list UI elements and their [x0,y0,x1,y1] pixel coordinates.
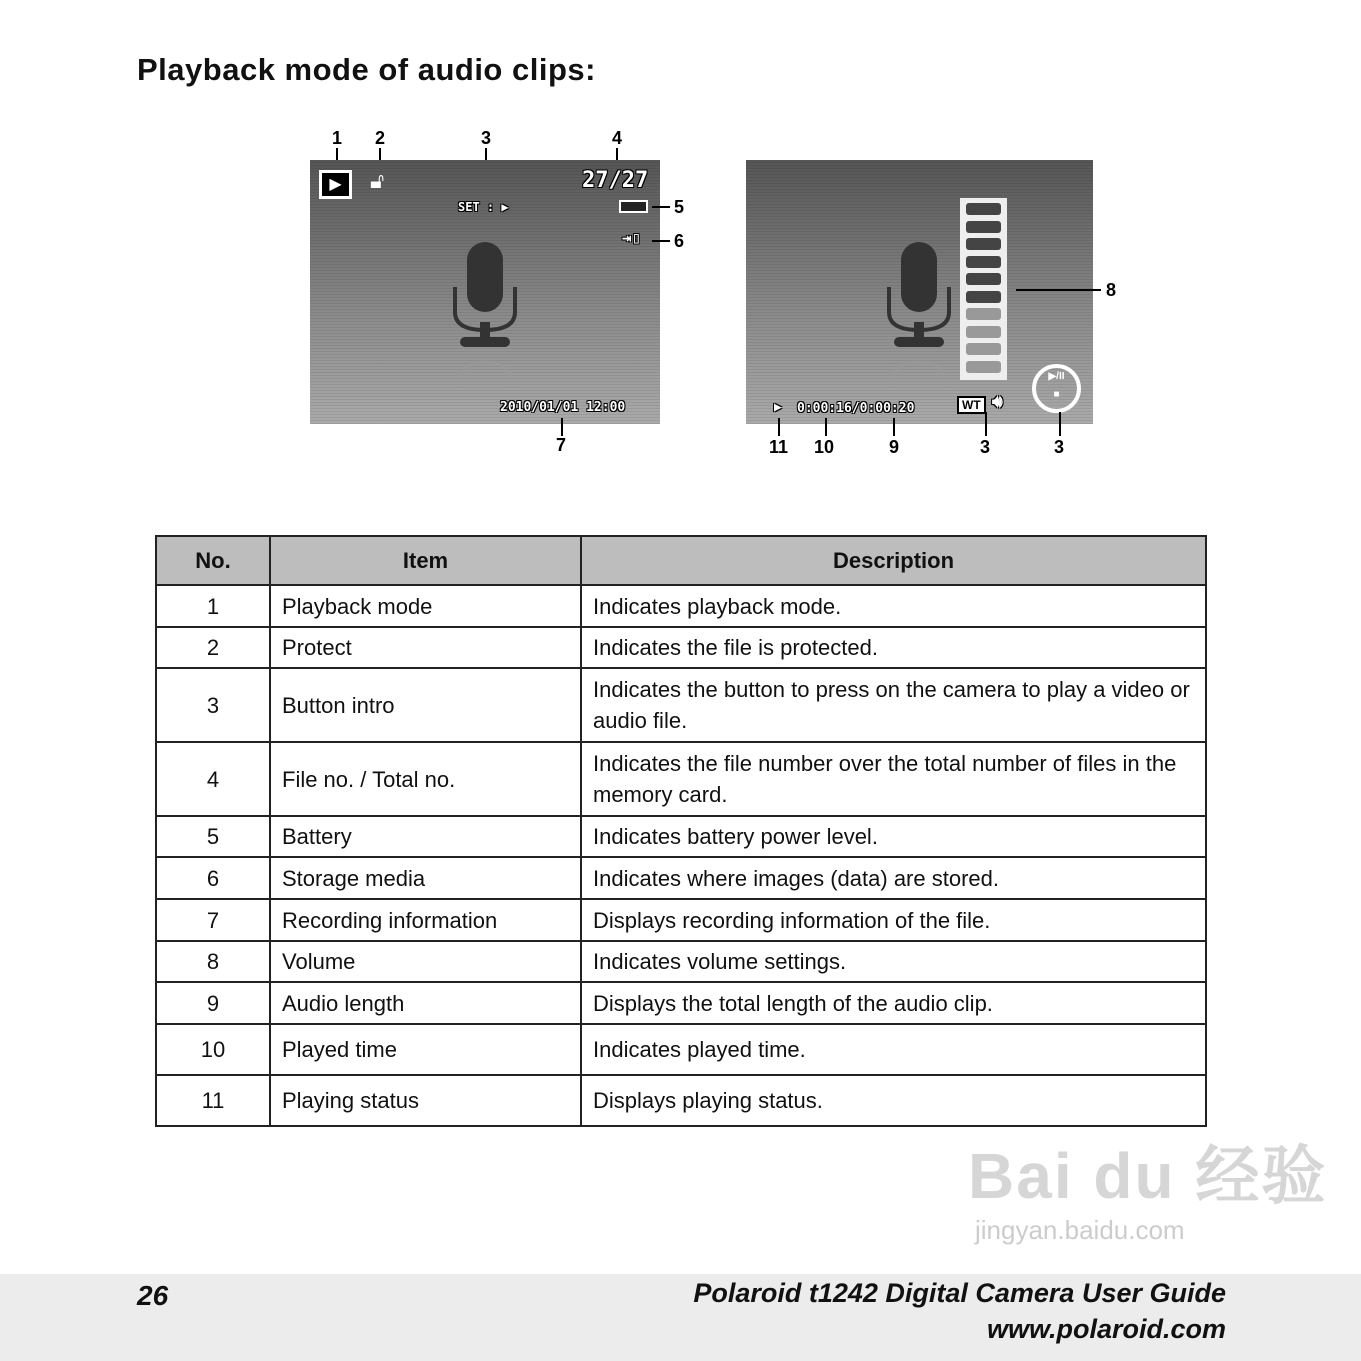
playback-mode-icon: ▶ [319,170,352,199]
cell-desc: Displays the total length of the audio clip. [581,982,1206,1024]
cell-item: Button intro [270,668,581,742]
callout-1: 1 [332,128,343,148]
callout-line [1016,289,1101,291]
callout-7: 7 [556,435,567,455]
playback-screen-1 [310,160,660,424]
website: www.polaroid.com [986,1314,1226,1344]
speaker-icon: 🔊︎ [992,392,1003,412]
cell-no: 4 [156,742,270,816]
callout-2: 2 [375,128,386,148]
table-row [156,668,1206,742]
volume-segment [966,326,1001,338]
cell-desc: Indicates played time. [581,1024,1206,1075]
cell-no: 5 [156,816,270,857]
time-readout [797,401,914,416]
callout-line [985,412,987,436]
header-item: Item [270,536,581,585]
protect-lock-icon: 🔓︎ [370,168,385,193]
callout-3: 3 [1054,437,1065,457]
volume-segment [966,273,1001,285]
volume-segment [966,308,1001,320]
table-row [156,816,1206,857]
battery-icon [619,200,648,213]
table-row [156,585,1206,627]
cell-no: 9 [156,982,270,1024]
file-count: 27/27 [582,168,649,193]
guide-title: Polaroid t1242 Digital Camera User Guide [693,1278,1226,1308]
callout-3: 3 [481,128,492,148]
playing-status-icon: ▶ [774,400,782,415]
cell-item: Playback mode [270,585,581,627]
played-time: 0:00:16 [797,401,852,416]
table-row [156,982,1206,1024]
play-pause-stop-icon: ▶/II ■ [1032,364,1081,413]
callout-9: 9 [889,437,900,457]
cell-item: Audio length [270,982,581,1024]
cell-item: Recording information [270,899,581,941]
cell-no: 1 [156,585,270,627]
cell-desc: Indicates playback mode. [581,585,1206,627]
callout-11: 11 [769,437,789,457]
volume-segment [966,203,1001,215]
cell-desc: Indicates volume settings. [581,941,1206,982]
table-row [156,1075,1206,1126]
cell-desc: Indicates the file is protected. [581,627,1206,668]
callout-line [893,418,895,436]
header-description: Description [581,536,1206,585]
microphone-icon [884,242,954,392]
table-row [156,742,1206,816]
cell-no: 7 [156,899,270,941]
volume-segment [966,291,1001,303]
table-row [156,857,1206,899]
callout-8: 8 [1106,280,1117,300]
cell-item: Battery [270,816,581,857]
microphone-icon [450,242,520,392]
volume-segment [966,343,1001,355]
cell-item: Played time [270,1024,581,1075]
cell-desc: Indicates where images (data) are stored. [581,857,1206,899]
table-row [156,941,1206,982]
cell-desc: Indicates the button to press on the camera to play a video or audio file. [581,668,1206,742]
cell-item: Protect [270,627,581,668]
cell-no: 6 [156,857,270,899]
cell-item: Playing status [270,1075,581,1126]
recording-datetime: 2010/01/01 12:00 [500,400,626,415]
cell-no: 10 [156,1024,270,1075]
cell-desc: Displays recording information of the file. [581,899,1206,941]
cell-item: Storage media [270,857,581,899]
cell-desc: Indicates battery power level. [581,816,1206,857]
callout-4: 4 [612,128,623,148]
callout-3: 3 [980,437,991,457]
cell-item: File no. / Total no. [270,742,581,816]
icon-description-table [155,535,1207,1127]
cell-desc: Displays playing status. [581,1075,1206,1126]
playback-screen-2 [746,160,1093,424]
cell-no: 8 [156,941,270,982]
volume-bar [960,198,1007,380]
volume-segment [966,361,1001,373]
table-row [156,899,1206,941]
wt-zoom-button: WT [957,396,986,414]
table-row [156,627,1206,668]
callout-line [825,418,827,436]
callout-line [652,240,670,242]
callout-line [561,418,563,436]
callout-6: 6 [674,231,685,251]
baidu-watermark: Bai du 经验 [968,1140,1328,1212]
header-no: No. [156,536,270,585]
table-row [156,1024,1206,1075]
callout-5: 5 [674,197,685,217]
page-title: Playback mode of audio clips: [137,52,596,87]
cell-no: 3 [156,668,270,742]
button-hint: SET : ▶ [458,200,509,214]
page-number: 26 [137,1280,169,1311]
callout-line [652,206,670,208]
time-separator: / [851,401,860,416]
volume-segment [966,238,1001,250]
cell-no: 2 [156,627,270,668]
volume-segment [966,256,1001,268]
callout-line [778,418,780,436]
storage-media-icon: ⇥▯ [622,228,642,247]
cell-desc: Indicates the file number over the total number of files in the memory card. [581,742,1206,816]
callout-10: 10 [814,437,835,457]
cell-item: Volume [270,941,581,982]
volume-segment [966,221,1001,233]
watermark-url: jingyan.baidu.com [975,1215,1185,1245]
callout-line [1059,412,1061,436]
audio-length: 0:00:20 [859,401,915,416]
cell-no: 11 [156,1075,270,1126]
